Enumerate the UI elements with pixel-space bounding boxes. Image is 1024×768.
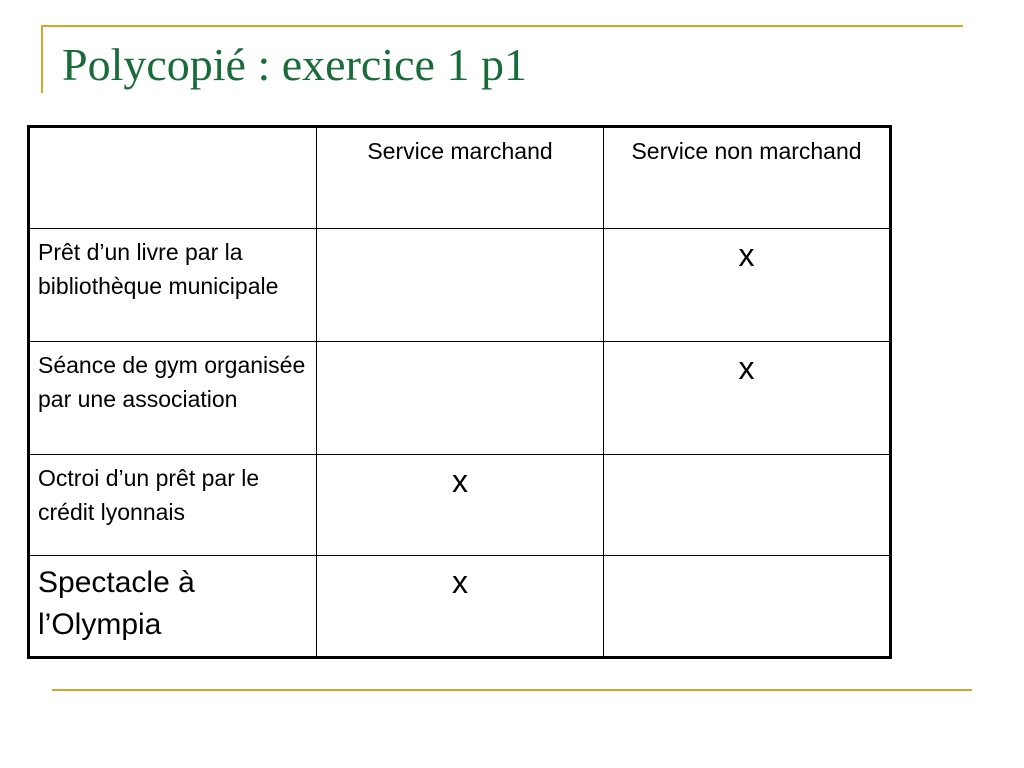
slide-title: Polycopié : exercice 1 p1 — [62, 39, 527, 90]
table-row — [29, 556, 891, 658]
column-header-service-marchand: Service marchand — [317, 127, 604, 229]
non-marchand-mark: x — [604, 229, 891, 342]
table-header-row — [29, 127, 891, 229]
corner-cell — [29, 127, 317, 229]
footer-accent-rule — [52, 689, 972, 691]
non-marchand-mark — [604, 556, 891, 658]
title-accent-vertical-rule — [41, 25, 43, 93]
marchand-mark: x — [317, 455, 604, 556]
row-label: Séance de gym organisée par une association — [29, 342, 317, 455]
classification-table — [27, 125, 892, 659]
non-marchand-mark: x — [604, 342, 891, 455]
marchand-mark — [317, 229, 604, 342]
non-marchand-mark — [604, 455, 891, 556]
table-row — [29, 229, 891, 342]
marchand-mark — [317, 342, 604, 455]
row-label: Prêt d’un livre par la bibliothèque municipale — [29, 229, 317, 342]
row-label: Spectacle à l’Olympia — [29, 556, 317, 658]
table-row — [29, 342, 891, 455]
marchand-mark: x — [317, 556, 604, 658]
column-header-service-non-marchand: Service non marchand — [604, 127, 891, 229]
table-row — [29, 455, 891, 556]
row-label: Octroi d’un prêt par le crédit lyonnais — [29, 455, 317, 556]
title-accent-top-rule — [41, 25, 963, 27]
